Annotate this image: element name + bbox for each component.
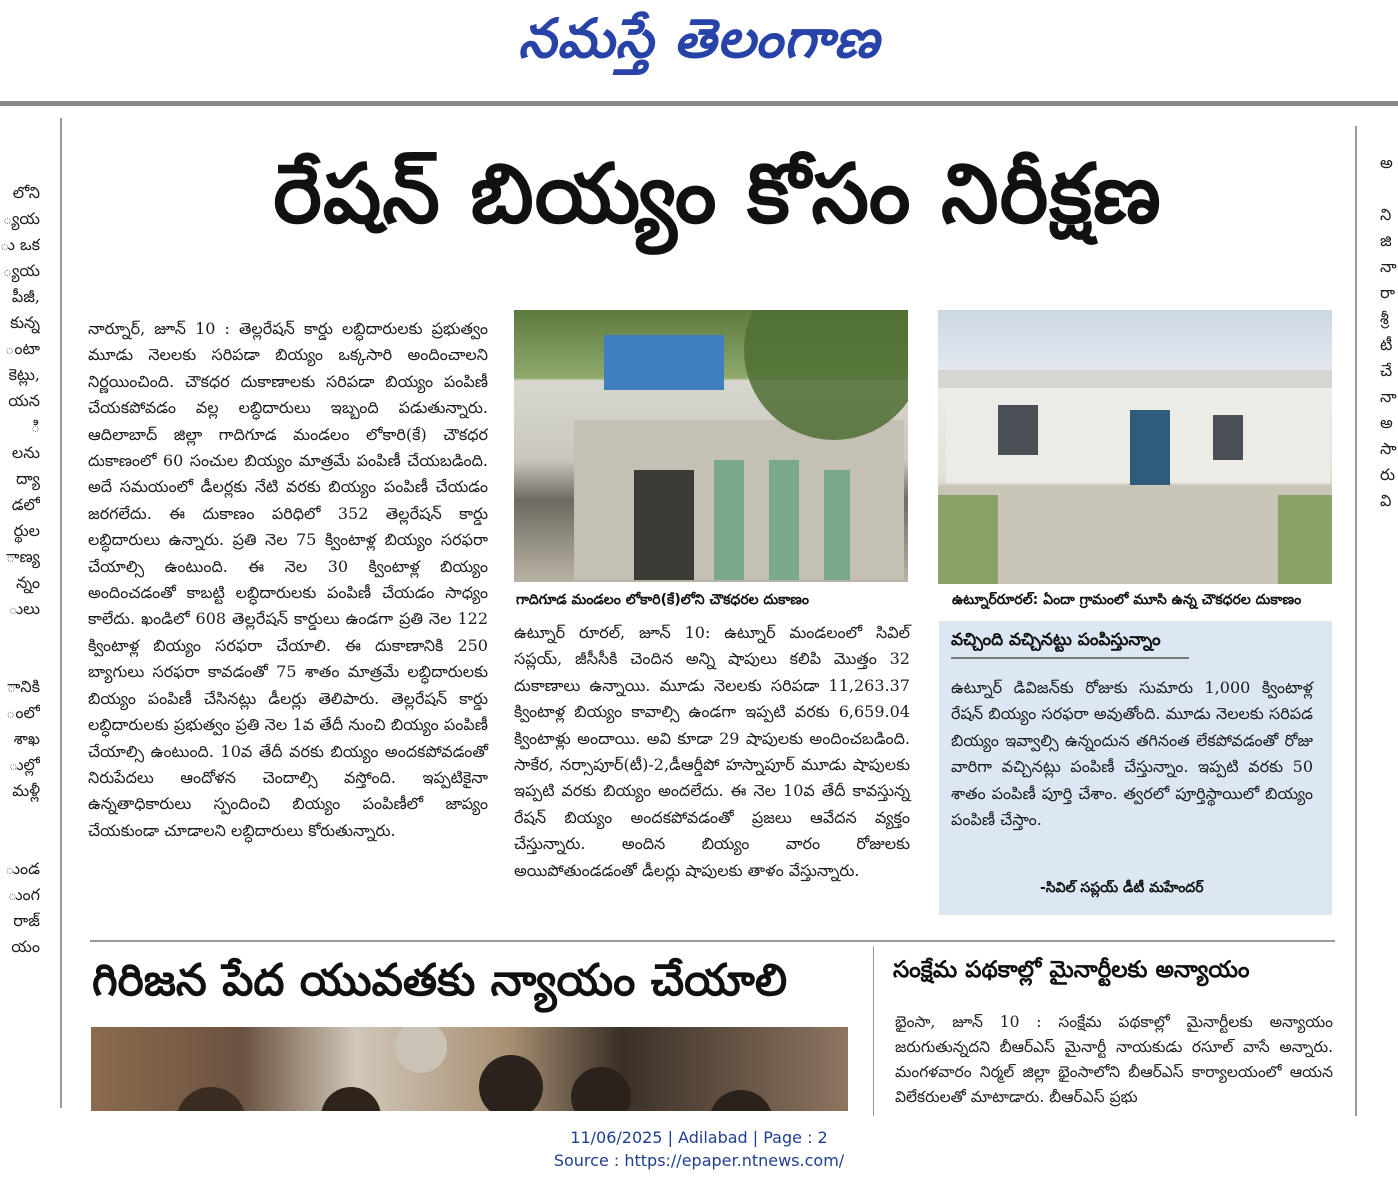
adjacent-column-line: ానికి [7,677,40,696]
photo-group-meeting-drawing [91,1027,848,1111]
photo-group-meeting [91,1027,848,1111]
adjacent-column-line: శాఖ [13,729,40,748]
adjacent-column-line: డలో [11,495,40,514]
story-utnoor-body: ఉట్నూర్ రూరల్, జూన్ 10: ఉట్నూర్ మండలంలో సివిల్ సప్లయ్, జీసీసీకి చెందిన అన్ని షాపులు కలిపి మొత్తం 32 దుకాణాలు ఉన్నాయి. మూడు నెలలకు సరిపడా 11,263.37 క్వింటాళ్ల బియ్యం కావాల్సి ఉండగా ఇప్పటి వరకు 6,659.04 క్వింటాళ్లు అందాయి. అవి కూడా 29 షాపులకు అందించబడింది. సాకేర, నర్సాపూర్(టీ)-2,డీఆర్డీపో హస్నాపూర్ మూడు షాపులకు ఇప్పటి వరకు బియ్యం అందలేదు. ఈ నెల 10వ తేదీ కావస్తున్న రేషన్ బియ్యం అందకపోవడంతో ప్రజలు ఆవేదన వ్యక్తం చేస్తున్నారు. అందిన బియ్యం వారం రోజులకు అయిపోతుండడంతో డీలర్లు షాపులకు తాళం వేస్తున్నారు. [514,623,910,880]
photo-ration-shop-enda [938,310,1332,584]
adjacent-column-line: యం [11,937,40,956]
adjacent-column-line [0,648,40,674]
adjacent-column-line: శ్రీ [1380,309,1389,328]
photo-ration-shop-enda-drawing [938,310,1332,584]
masthead-rule [0,101,1398,106]
adjacent-column-line: చే [1380,361,1393,380]
column-rule-left [60,118,62,1108]
quote-box-title: వచ్చింది వచ్చినట్టు పంపిస్తున్నాం [951,630,1161,650]
adjacent-column-line: ంటా [5,339,40,358]
adjacent-column-line: ులు [8,599,40,618]
adjacent-column-line: ని [1380,205,1392,224]
adjacent-column-line: ుల్లో [8,755,40,774]
footer-date-edition: 11/06/2025 | Adilabad | Page : 2 [570,1128,828,1147]
adjacent-column-line: కున్న [10,313,40,332]
story-narnoor-body: నార్నూర్, జూన్ 10 : తెల్లరేషన్ కార్డు లబ్ధిదారులకు ప్రభుత్వం మూడు నెలలకు సరిపడా బియ్యం ఒక్కసారి అందించాలని నిర్ణయించింది. చౌకధర దుకాణాలకు సరిపడా బియ్యం పంపిణీ చేయకపోవడం వల్ల లబ్ధిదారులు ఇబ్బంది పడుతున్నారు. ఆదిలాబాద్ జిల్లా గాదిగూడ మండలం లోకారి(కే) చౌకధర దుకాణంలో 60 సంచుల బియ్యం మాత్రమే పంపిణీ చేయబడింది. అదే సమయంలో డీలర్లకు నేటి వరకు బియ్యం పంపిణీ చేయడం జరగలేదు. ఈ దుకాణం పరిధిలో 352 తెల్లరేషన్ కార్డు లబ్ధిదారులు ఉన్నారు. ప్రతి నెల 75 క్వింటాళ్ల బియ్యం సరఫరా చేయాల్సి ఉంటుంది. ఈ నెల 30 క్వింటాళ్ల బియ్యం అందించడంతో కాబట్టి లబ్ధిదారులకు పంపిణీ చేయడం సాధ్యం కాలేదు. ఖండిలో 608 తెల్లరేషన్ కార్డులు ఉండగా ప్రతి నెల 122 క్వింటాళ్ల బియ్యం సరఫరా చేయాలి. ఈ దుకాణానికి 250 బ్యాగులు సరఫరా కావడంతో 75 శాతం మాత్రమే లబ్ధిదారులకు బియ్యం పంపిణీ చేసినట్లు డీలర్లు తెలిపారు. తెల్లరేషన్ కార్డు లబ్ధిదారులకు ప్రభుత్వం ప్రతి నెల 1వ తేదీ నుంచి బియ్యం పంపిణీ చేయాల్సి ఉంటుంది. 10వ తేదీ వరకు బియ్యం అందకపోవడంతో నిరుపేదలు ఆందోళన చెందాల్సి వస్తోంది. ఇప్పటికైనా ఉన్నతాధికారులు స్పందించి బియ్యం పంపిణీలో జాప్యం చేయకుండా చూడాలని లబ్ధిదారులు కోరుతున్నారు. [88,319,488,840]
adjacent-column-line: వి [1380,491,1392,510]
adjacent-column-line: ు ఒక [0,235,40,254]
adjacent-column-line: రా [1380,283,1395,302]
adjacent-column-line: లోని [12,183,40,202]
headline-tribal-youth: గిరిజన పేద యువతకు న్యాయం చేయాలి [92,955,788,1006]
photo-caption-left: గాదిగూడ మండలం లోకారి(కే)లోని చౌకధరల దుకాణం [516,592,809,608]
main-headline: రేషన్ బియ్యం కోసం నిరీక్షణ [273,147,1162,242]
adjacent-column-line: యన [8,391,40,410]
adjacent-column-line: సా [1380,439,1397,458]
section-rule [90,940,1335,942]
quote-box-body: ఉట్నూర్ డివిజన్‌కు రోజుకు సుమారు 1,000 క్వింటాళ్ల రేషన్ బియ్యం సరఫరా అవుతోంది. మూడు నెలలకు సరిపడ బియ్యం ఇవ్వాల్సి ఉన్నందున తగినంత లేకపోవడంతో రోజు వారిగా వచ్చినట్లు పంపిణీ చేస్తున్నాం. ఇప్పటి వరకు 50 శాతం పంపిణీ పూర్తి చేశాం. త్వరలో పూర్తిస్థాయిలో బియ్యం పంపిణీ చేస్తాం. [951,678,1313,830]
adjacent-column-line: ాణ్య [6,547,40,566]
photo-caption-right: ఉట్నూర్‌రూరల్: ఏందా గ్రామంలో మూసి ఉన్న చౌకధరల దుకాణం [952,592,1302,608]
adjacent-column-line [0,804,40,830]
adjacent-column-right [1380,150,1398,514]
quote-box-signature: -సివిల్ సప్లయ్ డీటీ మహేందర్ [1040,880,1204,896]
adjacent-column-line: లను [11,443,40,462]
column-rule-right [1355,126,1357,1116]
adjacent-column-line: ుంగ [7,885,40,904]
adjacent-column-line: ద్యా [16,469,40,488]
adjacent-column-line: మళ్లీ [12,781,40,800]
footer-source: Source : https://epaper.ntnews.com/ [553,1151,845,1170]
adjacent-column-line: నా [1380,257,1397,276]
adjacent-column-line: ్యయ [2,261,40,280]
adjacent-column-left [0,180,40,960]
adjacent-column-line [1380,176,1398,202]
adjacent-column-line: పీజీ, [11,287,40,306]
masthead-logo: నమస్తే తెలంగాణ [518,6,880,70]
adjacent-column-line: ్యయ [2,209,40,228]
adjacent-column-line: ుండ [5,859,40,878]
adjacent-column-line [0,622,40,648]
adjacent-column-line: ంలో [6,703,40,722]
quote-box-title-underline [951,657,1189,659]
adjacent-column-line [0,830,40,856]
photo-ration-shop-gadiguda-drawing [514,310,908,582]
adjacent-column-line: రు [1380,465,1396,484]
adjacent-column-line: నా [1380,387,1397,406]
adjacent-column-line: న్నం [16,573,40,592]
adjacent-column-line: అ [1380,153,1393,172]
adjacent-column-line: జి [1380,231,1392,250]
column-rule-mid [873,946,874,1116]
photo-ration-shop-gadiguda [514,310,908,582]
adjacent-column-line: టీ [1380,335,1393,354]
adjacent-column-line: ి [30,417,40,436]
story-bhainsa-body: భైంసా, జూన్ 10 : సంక్షేమ పథకాల్లో మైనార్టీలకు అన్యాయం జరుగుతున్నదని బీఆర్ఎస్ మైనార్టీ నాయకుడు రసూల్ వాసే అన్నారు. మంగళవారం నిర్మల్ జిల్లా భైంసాలోని బీఆర్ఎస్ కార్యాలయంలో ఆయన విలేకరులతో మాటాడారు. బీఆర్ఎస్ ప్రభు [895,1013,1333,1106]
adjacent-column-line: కెట్లు, [8,365,40,384]
adjacent-column-line: రాజ్ [13,911,40,930]
adjacent-column-line: ర్థుల [13,521,40,540]
adjacent-column-line: అ [1380,413,1393,432]
headline-minorities: సంక్షేమ పథకాల్లో మైనార్టీలకు అన్యాయం [893,957,1250,983]
